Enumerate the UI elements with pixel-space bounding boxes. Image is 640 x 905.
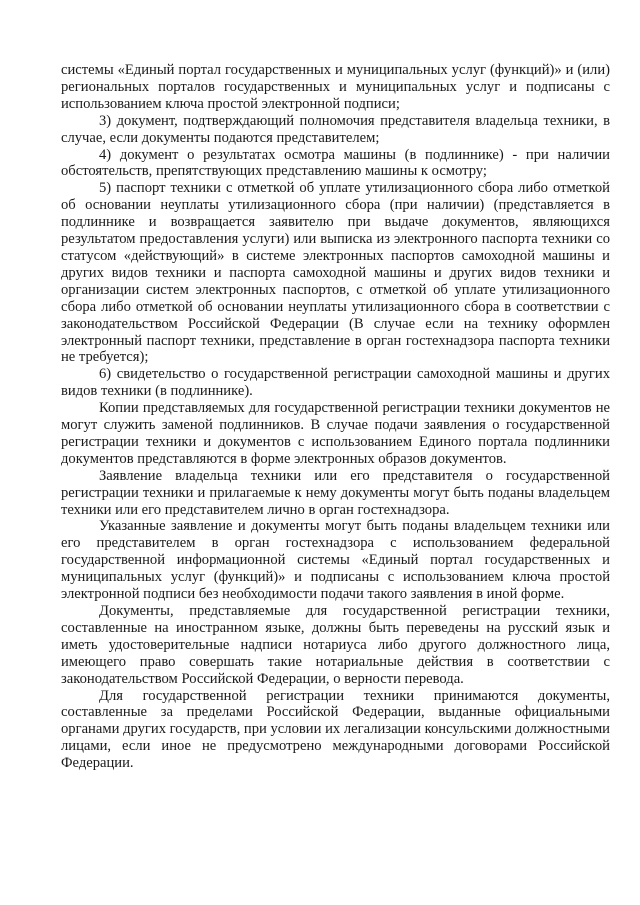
paragraph-item-5: 5) паспорт техники с отметкой об уплате утилизационного сбора либо отметкой об основании неуплаты утилизационного сбора (при наличии) (представляется в подлиннике и возвращается заявителю при выдаче документов, являющихся результатом предоставления услуги) или выписка из электронного паспорта техники со статусом «действующий» в системе электронных паспортов самоходной машины и других видов техники и паспорта самоходной машины и других видов техники и организации систем электронных паспортов, с отметкой об уплате утилизационного сбора либо отметкой об основании неуплаты утилизационного сбора в соответствии с законодательством Российской Федерации (В случае если на технику оформлен электронный паспорт техники, представление в орган гостехнадзора паспорта техники не требуется);	[61, 180, 610, 366]
paragraph-foreign-language: Документы, представляемые для государственной регистрации техники, составленные на иностранном языке, должны быть переведены на русский язык и иметь удостоверительные надписи нотариуса либо другого должностного лица, имеющего право совершать такие нотариальные действия в соответствии с законодательством Российской Федерации, о верности перевода.	[61, 603, 610, 687]
paragraph-application-in-person: Заявление владельца техники или его представителя о государственной регистрации техники и прилагаемые к нему документы могут быть поданы владельцем техники или его представителем лично в орган гостехнадзора.	[61, 467, 610, 518]
paragraph-item-4: 4) документ о результатах осмотра машины (в подлиннике) - при наличии обстоятельств, препятствующих представлению машины к осмотру;	[61, 146, 610, 180]
paragraph-foreign-documents: Для государственной регистрации техники принимаются документы, составленные за пределами Российской Федерации, выданные официальными органами других государств, при условии их легализации консульскими должностными лицами, если иное не предусмотрено международными договорами Российской Федерации.	[61, 687, 610, 772]
document-page	[61, 62, 610, 772]
paragraph-copies: Копии представляемых для государственной регистрации техники документов не могут служить заменой подлинников. В случае подачи заявления о государственной регистрации техники и документов с использованием Единого портала подлинники документов представляются в форме электронных образов документов.	[61, 400, 610, 467]
paragraph-continuation: системы «Единый портал государственных и муниципальных услуг (функций)» и (или) региональных порталов государственных и муниципальных услуг и подписаны с использованием ключа простой электронной подписи;	[61, 62, 610, 112]
paragraph-application-online: Указанные заявление и документы могут быть поданы владельцем техники или его представителем в орган гостехнадзора с использованием федеральной государственной информационной системы «Единый портал государственных и муниципальных услуг (функций)» и подписаны с использованием ключа простой электронной подписи без необходимости подачи такого заявления в иной форме.	[61, 518, 610, 603]
paragraph-item-6: 6) свидетельство о государственной регистрации самоходной машины и других видов техники (в подлиннике).	[61, 366, 610, 400]
paragraph-item-3: 3) документ, подтверждающий полномочия представителя владельца техники, в случае, если документы подаются представителем;	[61, 112, 610, 146]
